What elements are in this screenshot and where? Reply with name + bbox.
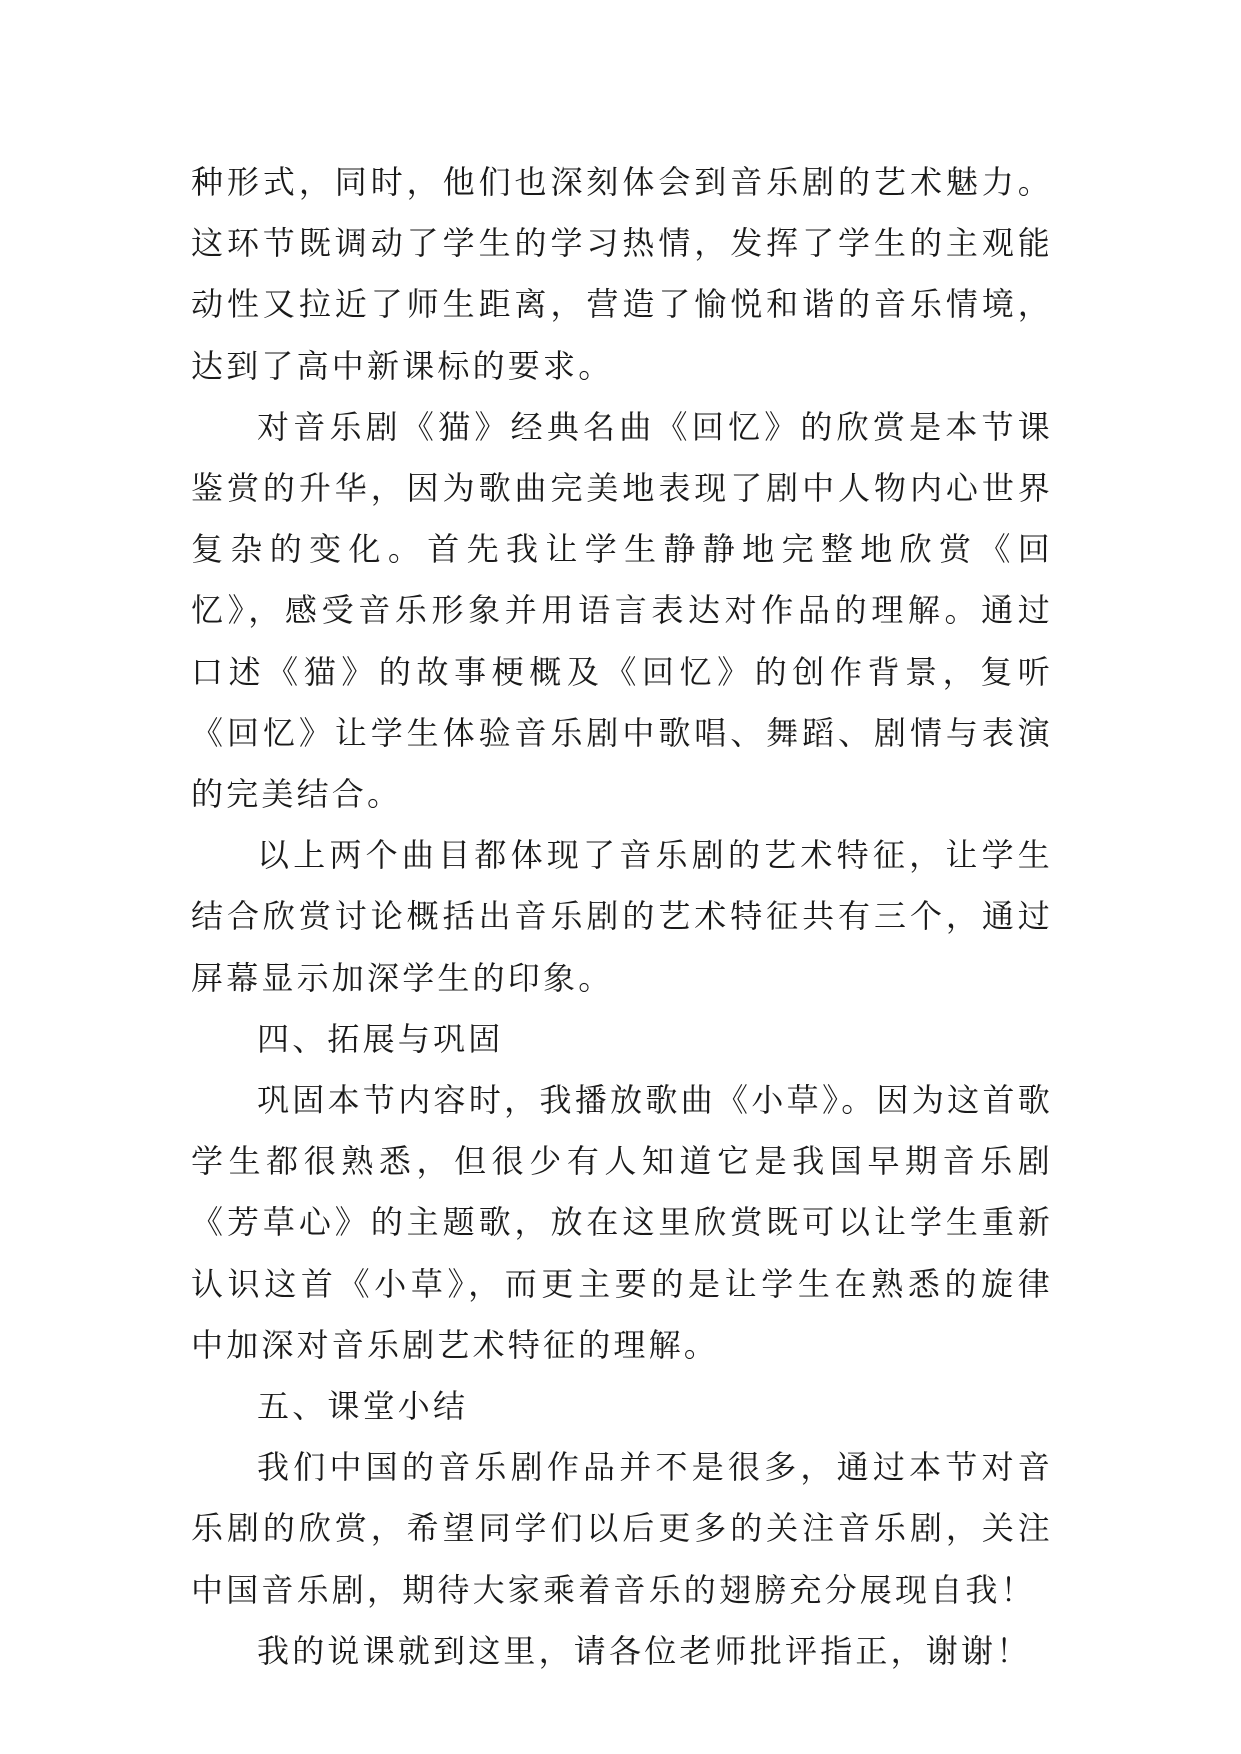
paragraph-continuation: 种形式，同时，他们也深刻体会到音乐剧的艺术魅力。这环节既调动了学生的学习热情，发挥了学生的主观能动性又拉近了师生距离，营造了愉悦和谐的音乐情境，达到了高中新课标的要求。 (191, 163, 1053, 385)
section-heading-expand-consolidate: 四、拓展与巩固 (257, 1019, 504, 1058)
paragraph-little-grass: 巩固本节内容时，我播放歌曲《小草》。因为这首歌学生都很熟悉，但很少有人知道它是我国早期音乐剧《芳草心》的主题歌，放在这里欣赏既可以让学生重新认识这首《小草》，而更主要的是让学生在熟悉的旋律中加深对音乐剧艺术特征的理解。 (191, 1081, 1053, 1364)
document-body (191, 152, 1053, 1682)
paragraph-closing: 我的说课就到这里，请各位老师批评指正，谢谢！ (257, 1631, 1032, 1670)
paragraph-art-features: 以上两个曲目都体现了音乐剧的艺术特征，让学生结合欣赏讨论概括出音乐剧的艺术特征共有三个，通过屏幕显示加深学生的印象。 (191, 836, 1053, 997)
section-heading-class-summary: 五、课堂小结 (257, 1387, 469, 1426)
paragraph-summary: 我们中国的音乐剧作品并不是很多，通过本节对音乐剧的欣赏，希望同学们以后更多的关注音乐剧，关注中国音乐剧，期待大家乘着音乐的翅膀充分展现自我！ (191, 1448, 1053, 1609)
paragraph-cats-memory: 对音乐剧《猫》经典名曲《回忆》的欣赏是本节课鉴赏的升华，因为歌曲完美地表现了剧中人物内心世界复杂的变化。首先我让学生静静地完整地欣赏《回忆》，感受音乐形象并用语言表达对作品的理解。通过口述《猫》的故事梗概及《回忆》的创作背景，复听《回忆》让学生体验音乐剧中歌唱、舞蹈、剧情与表演的完美结合。 (191, 407, 1053, 814)
